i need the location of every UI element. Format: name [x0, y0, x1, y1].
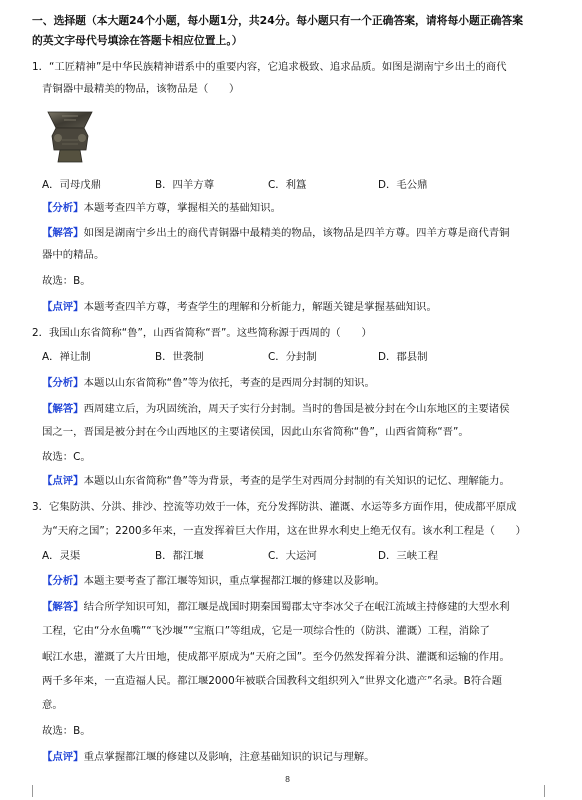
q1-option-d: D．毛公鼎: [378, 179, 428, 191]
q2-comment: 【点评】本题以山东省简称“鲁”等为背景，考查的是学生对西周分封制的有关知识的记忆、理解能力。: [42, 475, 510, 487]
q1-stem-line2: 青铜器中最精美的物品，该物品是（ ）: [42, 83, 240, 95]
q2-answer-line2: 国之一，晋国是被分封在今山西地区的主要诸侯国，因此山东省简称“鲁”，山西省简称“晋”。: [42, 426, 469, 438]
q1-comment: 【点评】本题考查四羊方尊，考查学生的理解和分析能力，解题关键是掌握基础知识。: [42, 301, 437, 313]
q3-option-b: B．都江堰: [155, 550, 204, 562]
q2-analysis: 【分析】本题以山东省简称“鲁”等为依托，考查的是西周分封制的知识。: [42, 377, 375, 389]
q3-answer-line4: 两千多年来，一直造福人民。都江堰2000年被联合国教科文组织列入“世界文化遗产”名录。B符合题: [42, 675, 502, 687]
q3-answer-line2: 工程，它由“分水鱼嘴”“飞沙堰”“宝瓶口”等组成，它是一项综合性的（防洪、灌溉）工程，消除了: [42, 625, 490, 637]
q3-option-a: A．灵渠: [42, 550, 81, 562]
q2-option-c: C．分封制: [268, 351, 317, 363]
q1-option-a: A．司母戊鼎: [42, 179, 102, 191]
q3-stem-line2: 为“天府之国”；2200多年来，一直发挥着巨大作用，这在世界水利史上绝无仅有。该水利工程是（ ）: [42, 525, 527, 537]
q3-analysis: 【分析】本题主要考查了都江堰等知识，重点掌握都江堰的修建以及影响。: [42, 575, 385, 587]
q3-choice: 故选：B。: [42, 725, 91, 737]
q2-answer: 【解答】西周建立后，为巩固统治，周天子实行分封制。当时的鲁国是被分封在今山东地区的主要诸侯: [42, 403, 510, 415]
q1-choice: 故选：B。: [42, 275, 91, 287]
q1-analysis: 【分析】本题考查四羊方尊，掌握相关的基础知识。: [42, 202, 281, 214]
page-corner-mark-right: [544, 785, 545, 797]
section-title: 一、选择题（本大题24个小题，每小题1分，共24分。每小题只有一个正确答案，请将每小题正确答案: [32, 14, 524, 27]
q3-answer-line5: 意。: [42, 699, 63, 711]
q1-option-b: B．四羊方尊: [155, 179, 215, 191]
q2-stem-line1: 2．我国山东省简称“鲁”，山西省简称“晋”。这些简称源于西周的（ ）: [32, 327, 372, 339]
section-title-cont: 的英文字母代号填涂在答题卡相应位置上。）: [32, 34, 243, 47]
page-corner-mark-left: [32, 785, 33, 797]
q1-answer-line2: 器中的精品。: [42, 249, 105, 261]
q2-option-d: D．郡县制: [378, 351, 428, 363]
q3-comment: 【点评】重点掌握都江堰的修建以及影响，注意基础知识的识记与理解。: [42, 751, 375, 763]
q2-option-a: A．禅让制: [42, 351, 91, 363]
q3-option-d: D．三峡工程: [378, 550, 438, 562]
q1-answer: 【解答】如图是湖南宁乡出土的商代青铜器中最精美的物品，该物品是四羊方尊。四羊方尊是商代青铜: [42, 227, 510, 239]
page-number: 8: [285, 775, 291, 784]
q3-option-c: C．大运河: [268, 550, 317, 562]
q1-stem-line1: 1．“工匠精神”是中华民族精神谱系中的重要内容，它追求极致、追求品质。如图是湖南宁乡出土的商代: [32, 61, 507, 73]
q2-choice: 故选：C。: [42, 451, 91, 463]
q3-answer: 【解答】结合所学知识可知，都江堰是战国时期秦国蜀郡太守李冰父子在岷江流域主持修建的大型水利: [42, 601, 510, 613]
q3-stem-line1: 3．它集防洪、分洪、排沙、控流等功效于一体，充分发挥防洪、灌溉、水运等多方面作用，使成都平原成: [32, 501, 517, 513]
bronze-zun-vessel-image: [42, 108, 98, 166]
q3-answer-line3: 岷江水患，灌溉了大片田地，使成都平原成为“天府之国”。至今仍然发挥着分洪、灌溉和运输的作用。: [42, 651, 510, 663]
q2-option-b: B．世袭制: [155, 351, 204, 363]
q1-option-c: C．利簋: [268, 179, 307, 191]
